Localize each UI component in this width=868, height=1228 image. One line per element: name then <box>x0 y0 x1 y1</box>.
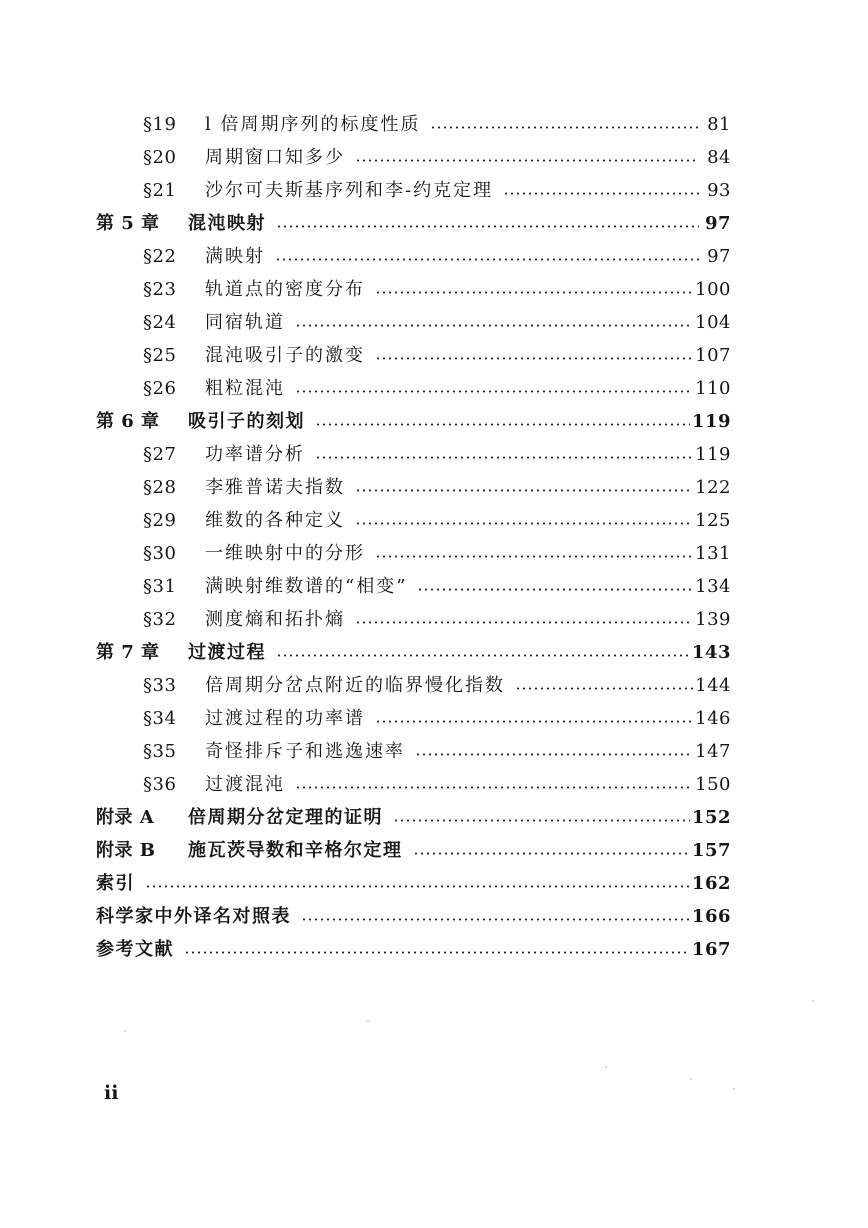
dot-leader <box>276 654 690 657</box>
page-number: 167 <box>691 939 731 960</box>
section-number: §33 <box>143 675 177 696</box>
entry-title: 吸引子的刻划 <box>188 411 305 432</box>
page-number: 93 <box>707 180 731 201</box>
page-number: 97 <box>704 213 731 234</box>
dot-leader <box>355 621 693 624</box>
entry-title: 粗粒混沌 <box>205 378 285 399</box>
section-number: §28 <box>143 477 177 498</box>
page-number: 144 <box>695 675 731 696</box>
entry-title: 维数的各种定义 <box>205 510 345 531</box>
section-number: §26 <box>143 378 177 399</box>
dot-leader <box>355 489 693 492</box>
dot-leader <box>515 687 693 690</box>
entry-title: 混沌吸引子的激变 <box>205 345 365 366</box>
toc-appendix-entry[interactable] <box>96 834 731 867</box>
section-number: §20 <box>143 147 177 168</box>
toc-entry[interactable] <box>143 372 731 405</box>
page-number: 125 <box>695 510 731 531</box>
section-number: §30 <box>143 543 177 564</box>
dot-leader <box>375 555 693 558</box>
scan-speck <box>367 1020 369 1022</box>
toc-entry[interactable] <box>143 108 731 141</box>
section-number: §23 <box>143 279 177 300</box>
toc-entry[interactable] <box>143 438 731 471</box>
scan-speck <box>733 1088 735 1090</box>
entry-title: 奇怪排斥子和逃逸速率 <box>205 741 405 762</box>
page-number: 97 <box>707 246 731 267</box>
toc-chapter-entry[interactable] <box>96 405 731 438</box>
dot-leader <box>503 192 699 195</box>
dot-leader <box>413 852 690 855</box>
entry-title: 过渡混沌 <box>205 774 285 795</box>
page-number: 107 <box>695 345 731 366</box>
dot-leader <box>275 258 699 261</box>
dot-leader <box>375 357 693 360</box>
appendix-label: 附录 A <box>96 807 155 828</box>
dot-leader <box>315 423 690 426</box>
dot-leader <box>276 225 699 228</box>
entry-title: 李雅普诺夫指数 <box>205 477 345 498</box>
page-number: 139 <box>695 609 731 630</box>
page-number: 162 <box>691 873 731 894</box>
toc-chapter-entry[interactable] <box>96 636 731 669</box>
entry-title: 倍周期分岔点附近的临界慢化指数 <box>205 675 505 696</box>
section-number: §36 <box>143 774 177 795</box>
entry-title: 索引 <box>96 873 135 894</box>
toc-entry[interactable] <box>143 339 731 372</box>
page-number: 157 <box>691 840 731 861</box>
toc-entry[interactable] <box>143 669 731 702</box>
toc-entry[interactable] <box>143 504 731 537</box>
page-number: 119 <box>695 444 731 465</box>
page-number: 146 <box>695 708 731 729</box>
dot-leader <box>375 720 693 723</box>
page-number: 100 <box>695 279 731 300</box>
page-number: 122 <box>695 477 731 498</box>
dot-leader <box>301 918 690 921</box>
entry-title: 过渡过程的功率谱 <box>205 708 365 729</box>
page-number: 143 <box>691 642 731 663</box>
toc-entry[interactable] <box>143 702 731 735</box>
page-number: 131 <box>695 543 731 564</box>
dot-leader <box>295 390 693 393</box>
entry-title: 施瓦茨导数和辛格尔定理 <box>188 840 403 861</box>
page-number: 84 <box>707 147 731 168</box>
page-number: 134 <box>695 576 731 597</box>
entry-title: 测度熵和拓扑熵 <box>205 609 345 630</box>
entry-title: 过渡过程 <box>188 642 266 663</box>
toc-entry[interactable] <box>143 603 731 636</box>
dot-leader <box>145 885 690 888</box>
section-number: §27 <box>143 444 177 465</box>
section-number: §32 <box>143 609 177 630</box>
dot-leader <box>415 753 693 756</box>
entry-title: 倍周期分岔定理的证明 <box>188 807 383 828</box>
toc-entry[interactable] <box>143 735 731 768</box>
toc-entry[interactable] <box>143 537 731 570</box>
entry-title: 功率谱分析 <box>205 444 305 465</box>
toc-index-entry[interactable] <box>96 867 731 900</box>
section-number: §21 <box>143 180 177 201</box>
section-number: §34 <box>143 708 177 729</box>
scan-speck <box>812 1000 814 1002</box>
chapter-number: 第 5 章 <box>96 213 160 234</box>
section-number: §25 <box>143 345 177 366</box>
entry-title: l 倍周期序列的标度性质 <box>205 114 421 135</box>
section-number: §31 <box>143 576 177 597</box>
dot-leader <box>430 126 699 129</box>
toc-chapter-entry[interactable] <box>96 207 731 240</box>
page-number: 81 <box>707 114 731 135</box>
chapter-number: 第 7 章 <box>96 642 160 663</box>
toc-entry[interactable] <box>143 768 731 801</box>
page-number: 150 <box>695 774 731 795</box>
toc-entry[interactable] <box>143 273 731 306</box>
entry-title: 周期窗口知多少 <box>205 147 345 168</box>
toc-entry[interactable] <box>143 141 731 174</box>
toc-entry[interactable] <box>143 240 731 273</box>
scan-speck <box>690 1078 692 1080</box>
section-number: §29 <box>143 510 177 531</box>
entry-title: 参考文献 <box>96 939 174 960</box>
appendix-label: 附录 B <box>96 840 156 861</box>
section-number: §22 <box>143 246 177 267</box>
entry-title: 科学家中外译名对照表 <box>96 906 291 927</box>
page-number: 110 <box>695 378 731 399</box>
entry-title: 同宿轨道 <box>205 312 285 333</box>
scan-speck <box>605 1066 607 1068</box>
page-folio: ii <box>104 1082 119 1104</box>
dot-leader <box>184 951 690 954</box>
toc-references-entry[interactable] <box>96 933 731 966</box>
entry-title: 一维映射中的分形 <box>205 543 365 564</box>
chapter-number: 第 6 章 <box>96 411 160 432</box>
toc-entry[interactable] <box>143 306 731 339</box>
dot-leader <box>315 456 693 459</box>
dot-leader <box>417 588 693 591</box>
entry-title: 混沌映射 <box>188 213 266 234</box>
page-number: 152 <box>691 807 731 828</box>
section-number: §35 <box>143 741 177 762</box>
page-number: 119 <box>691 411 731 432</box>
page-number: 147 <box>695 741 731 762</box>
entry-title: 满映射 <box>205 246 265 267</box>
section-number: §24 <box>143 312 177 333</box>
section-number: §19 <box>143 114 177 135</box>
toc-entry[interactable] <box>143 570 731 603</box>
entry-title: 沙尔可夫斯基序列和李-约克定理 <box>205 180 494 201</box>
dot-leader <box>355 522 693 525</box>
toc-name-table-entry[interactable] <box>96 900 731 933</box>
page-number: 166 <box>691 906 731 927</box>
dot-leader <box>355 159 699 162</box>
dot-leader <box>375 291 693 294</box>
scan-speck <box>124 1030 126 1032</box>
entry-title: 满映射维数谱的“相变” <box>205 576 408 597</box>
entry-title: 轨道点的密度分布 <box>205 279 365 300</box>
dot-leader <box>295 786 693 789</box>
page-number: 104 <box>695 312 731 333</box>
dot-leader <box>295 324 693 327</box>
toc-entry[interactable] <box>143 471 731 504</box>
dot-leader <box>393 819 690 822</box>
toc-entry[interactable] <box>143 174 731 207</box>
toc-appendix-entry[interactable] <box>96 801 731 834</box>
